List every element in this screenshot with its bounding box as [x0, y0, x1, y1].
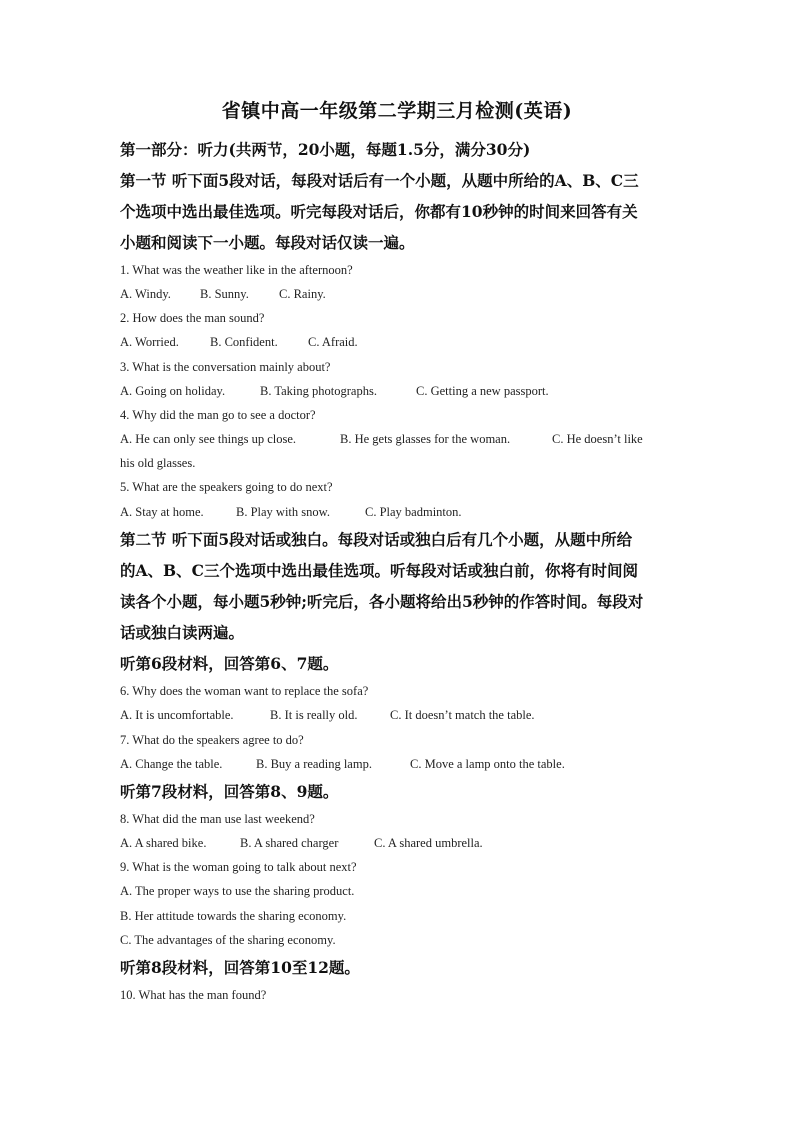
q5-option-b: B. Play with snow. — [236, 505, 330, 519]
q2-option-a: A. Worried. — [120, 335, 179, 349]
question-6-options — [120, 703, 680, 727]
question-1: 1. What was the weather like in the afternoon? — [120, 263, 353, 277]
section1-instructions-line2: 个选项中选出最佳选项。听完每段对话后，你都有10秒钟的时间来回答有关 — [120, 202, 638, 221]
q4-option-c: C. He doesn’t like — [552, 432, 643, 446]
question-9: 9. What is the woman going to talk about next? — [120, 860, 357, 874]
section1-instructions-line1: 第一节 听下面5段对话，每段对话后有一个小题，从题中所给的A、B、C三 — [120, 171, 639, 190]
q1-option-c: C. Rainy. — [279, 287, 326, 301]
q2-option-b: B. Confident. — [210, 335, 278, 349]
q7-option-b: B. Buy a reading lamp. — [256, 757, 372, 771]
q6-option-c: C. It doesn’t match the table. — [390, 708, 535, 722]
question-3-options — [120, 379, 680, 403]
question-4: 4. Why did the man go to see a doctor? — [120, 408, 316, 422]
material-6-heading: 听第6段材料，回答第6、7题。 — [120, 654, 339, 673]
q9-option-a: A. The proper ways to use the sharing product. — [120, 884, 355, 898]
question-8-options — [120, 831, 680, 855]
question-8: 8. What did the man use last weekend? — [120, 812, 315, 826]
q9-option-c: C. The advantages of the sharing economy. — [120, 933, 336, 947]
material-8-heading: 听第8段材料，回答第10至12题。 — [120, 958, 360, 977]
q7-option-a: A. Change the table. — [120, 757, 223, 771]
q4-option-a: A. He can only see things up close. — [120, 432, 297, 446]
question-1-options — [120, 282, 680, 306]
q1-option-b: B. Sunny. — [200, 287, 249, 301]
question-4-options — [120, 427, 680, 451]
section2-instructions-line4: 话或独白读两遍。 — [120, 623, 245, 642]
q6-option-b: B. It is really old. — [270, 708, 358, 722]
q7-option-c: C. Move a lamp onto the table. — [410, 757, 565, 771]
q5-option-a: A. Stay at home. — [120, 505, 204, 519]
q8-option-a: A. A shared bike. — [120, 836, 207, 850]
q3-option-a: A. Going on holiday. — [120, 384, 226, 398]
q4-option-b: B. He gets glasses for the woman. — [340, 432, 511, 446]
question-5: 5. What are the speakers going to do next? — [120, 480, 333, 494]
question-5-options — [120, 500, 680, 524]
q2-option-c: C. Afraid. — [308, 335, 358, 349]
q3-option-c: C. Getting a new passport. — [416, 384, 549, 398]
material-7-heading: 听第7段材料，回答第8、9题。 — [120, 782, 339, 801]
question-3: 3. What is the conversation mainly about? — [120, 360, 331, 374]
section2-instructions-line3: 读各个小题，每小题5秒钟;听完后，各小题将给出5秒钟的作答时间。每段对 — [120, 592, 644, 611]
question-10: 10. What has the man found? — [120, 988, 267, 1002]
question-7-options — [120, 752, 680, 776]
q3-option-b: B. Taking photographs. — [260, 384, 377, 398]
q5-option-c: C. Play badminton. — [365, 505, 462, 519]
question-7: 7. What do the speakers agree to do? — [120, 733, 304, 747]
q1-option-a: A. Windy. — [120, 287, 171, 301]
question-4-option-c-continued: his old glasses. — [120, 456, 196, 470]
section2-instructions-line2: 的A、B、C三个选项中选出最佳选项。听每段对话或独白前，你将有时间阅 — [120, 561, 638, 580]
question-6: 6. Why does the woman want to replace the sofa? — [120, 684, 369, 698]
q8-option-b: B. A shared charger — [240, 836, 339, 850]
question-2: 2. How does the man sound? — [120, 311, 265, 325]
page-title: 省镇中高一年级第二学期三月检测(英语) — [221, 100, 573, 122]
q6-option-a: A. It is uncomfortable. — [120, 708, 234, 722]
q9-option-b: B. Her attitude towards the sharing economy. — [120, 909, 347, 923]
section2-instructions-line1: 第二节 听下面5段对话或独白。每段对话或独白后有几个小题，从题中所给 — [120, 530, 633, 549]
question-2-options — [120, 330, 680, 354]
q8-option-c: C. A shared umbrella. — [374, 836, 483, 850]
section1-instructions-line3: 小题和阅读下一小题。每段对话仅读一遍。 — [120, 233, 415, 252]
part1-heading: 第一部分：听力(共两节，20小题，每题1.5分，满分30分) — [120, 140, 531, 159]
